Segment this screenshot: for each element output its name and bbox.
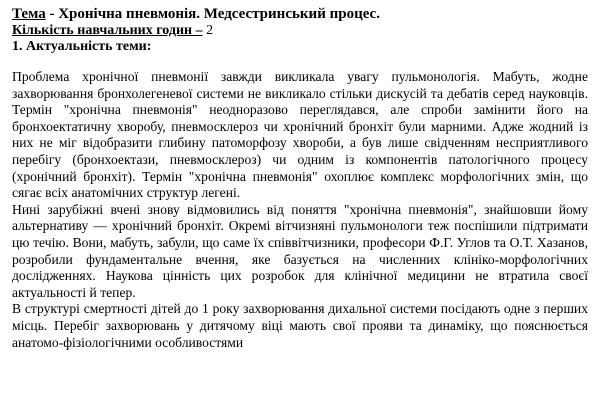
paragraph-2: Нині зарубіжні вчені знову відмовились від поняття "хронічна пневмонія", знайшовши йому альтернативу — хронічний бронхіт. Окремі вітчизняні пульмонологи теж поспішили підтримати цю течію. Вони, мабуть, забули, що саме їх співвітчизники, професори Ф.Г. Углов та О.Т. Хазанов, розробили фундаментальне вчення, яке базується на численних клініко-морфологічних дослідженнях. Наукова цінність цих розробок для клінічної медицини не втратила своєї актуальності й тепер.: [12, 201, 588, 300]
paragraph-3: В структурі смертності дітей до 1 року захворювання дихальної системи посідають одне з перших місць. Перебіг захворювань у дитячому віці мають свої прояви та динаміку, що пояснюється анатомо-фізіологічними особливостями: [12, 301, 588, 350]
topic-title: Хронічна пневмонія. Медсестринський процес.: [58, 6, 380, 22]
hours-line: [12, 23, 588, 39]
topic-heading: [12, 5, 588, 23]
hours-value: 2: [202, 23, 214, 38]
topic-separator: -: [45, 6, 59, 22]
document-body: [12, 69, 588, 351]
paragraph-1: Проблема хронічної пневмонії завжди викликала увагу пульмонологія. Мабуть, жодне захворювання бронхолегеневої системи не викликало стільки дискусій та дебатів серед науковців. Термін "хронічна пневмонія" неодноразово переглядався, але спроби замінити його на бронхоектатичну хворобу, пневмосклероз чи хронічний бронхіт були марними. Адже жодний із них не міг відобразити глибину патоморфозу хвороби, а був лише свідченням несприятливого перебігу (бронхоектази, пневмосклероз) чи одним із компонентів патологічного процесу (хронічний бронхіт). Термін "хронічна пневмонія" охоплює комплекс морфологічних змін, що сягає всіх анатомічних структур легені.: [12, 69, 588, 201]
hours-label: Кількість навчальних годин –: [12, 23, 203, 38]
topic-label: Тема: [12, 6, 46, 22]
section-title: 1. Актуальність теми:: [12, 39, 152, 54]
